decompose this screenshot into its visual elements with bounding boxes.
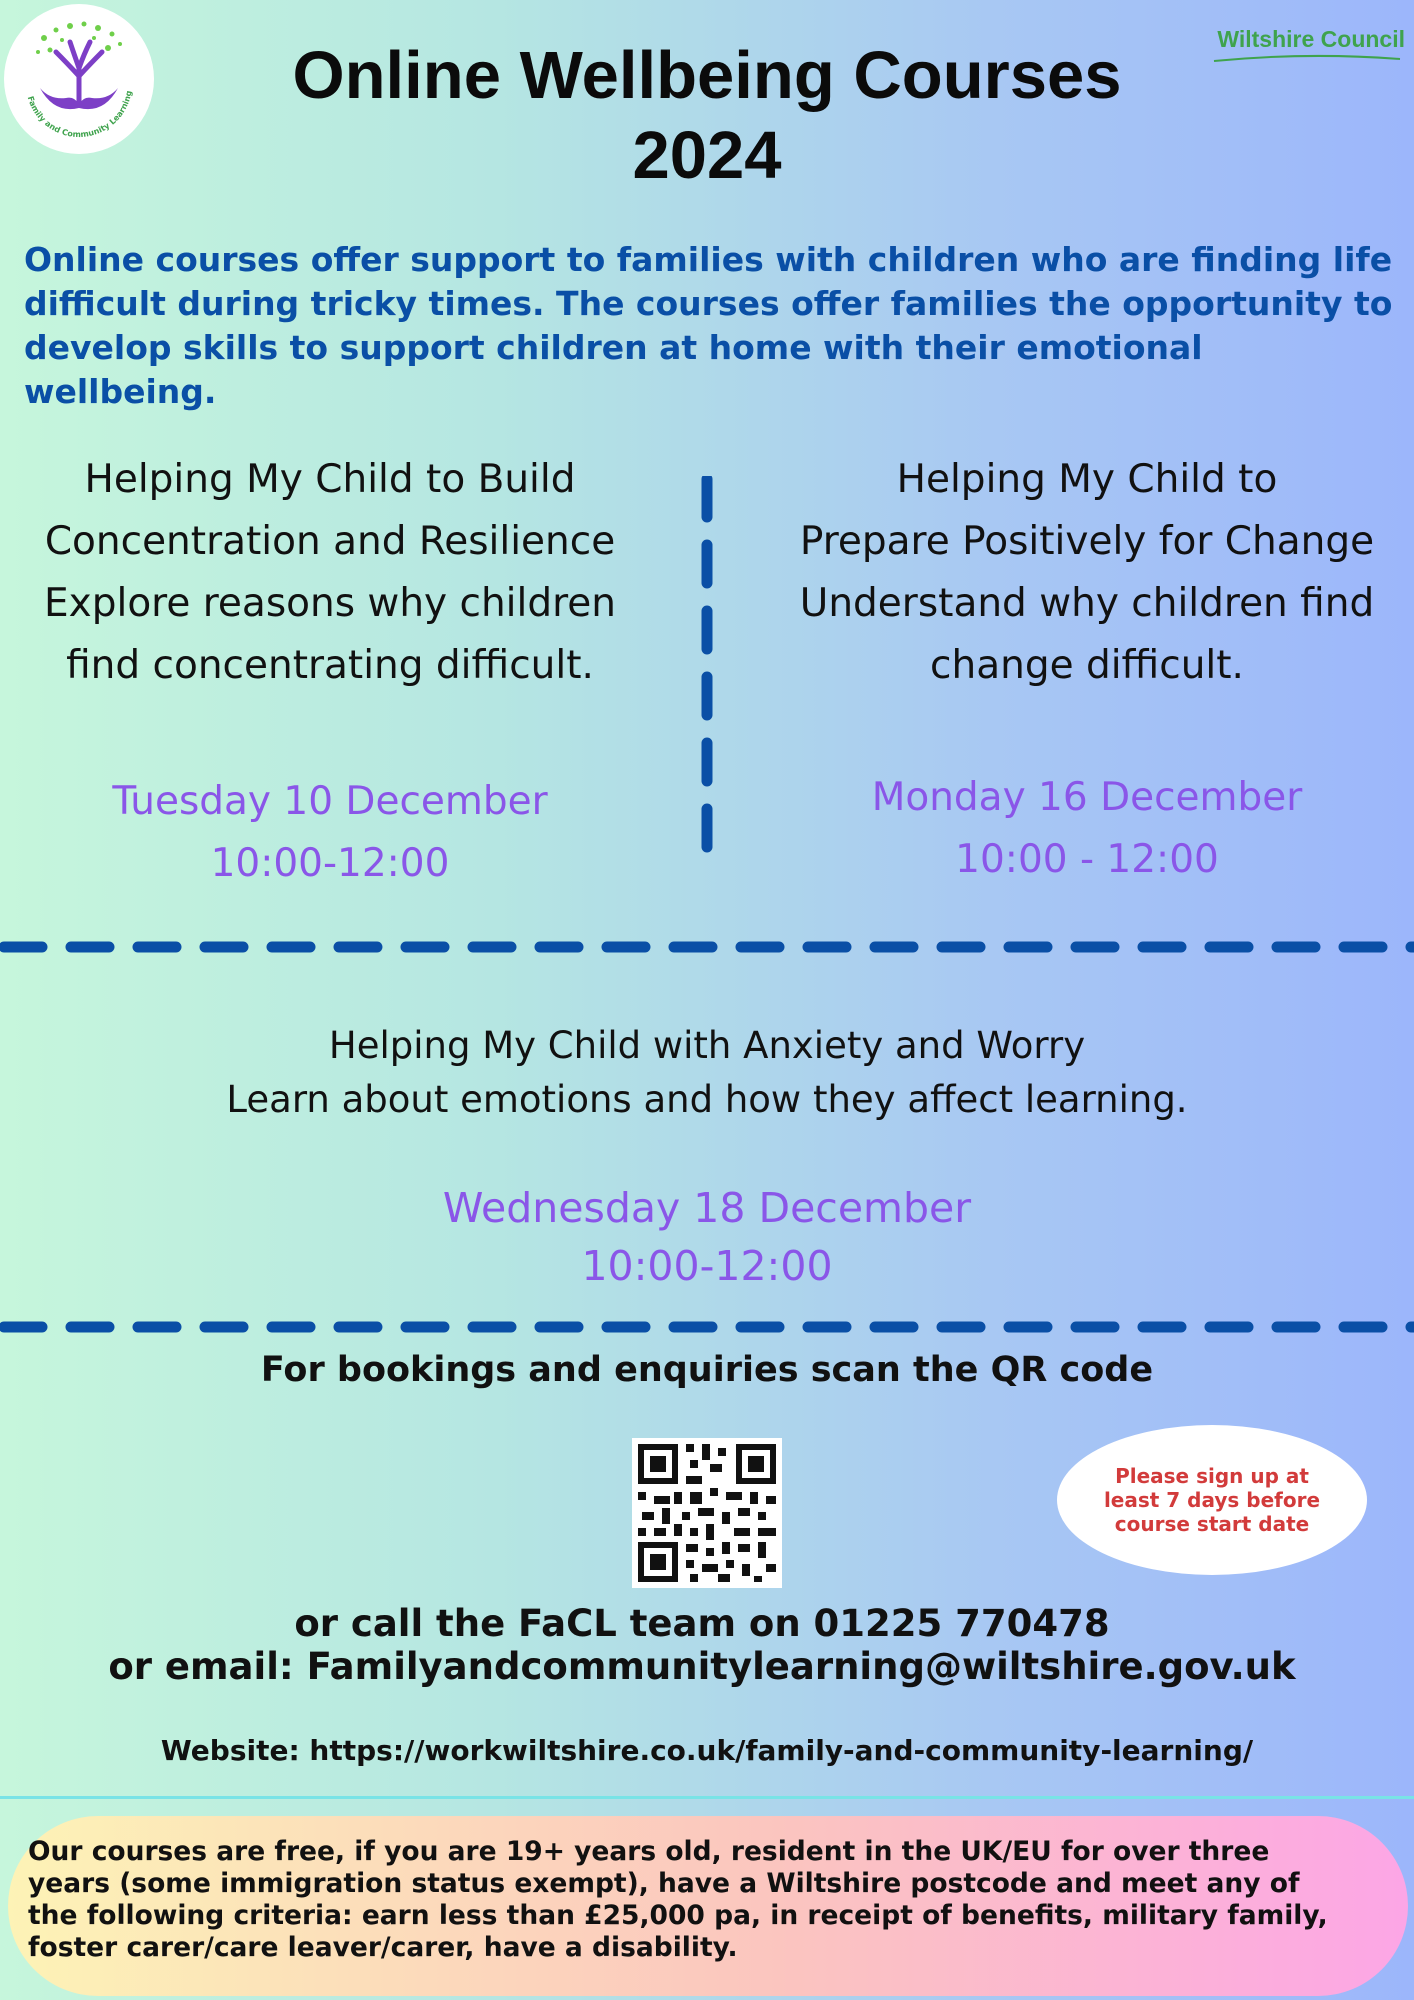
- course-title-line: Helping My Child to Build: [84, 457, 576, 502]
- course-time: 10:00-12:00: [210, 841, 450, 886]
- email-link[interactable]: or email: Familyandcommunitylearning@wiltshire.gov.uk: [108, 1645, 1296, 1688]
- family-community-learning-logo: [4, 4, 154, 154]
- bookings-heading: For bookings and enquiries scan the QR code: [260, 1350, 1154, 1390]
- title-line-1: Online Wellbeing Courses: [292, 38, 1122, 113]
- course-title-line: Concentration and Resilience: [44, 519, 616, 564]
- course-time: 10:00 - 12:00: [955, 837, 1219, 882]
- vertical-divider: [700, 476, 714, 866]
- page-title: [160, 36, 1254, 196]
- course-date: Tuesday 10 December: [112, 779, 548, 824]
- course-title-line: Prepare Positively for Change: [799, 519, 1375, 564]
- eligibility-text: Our courses are free, if you are 19+ years old, resident in the UK/EU for over three years (some immigration status exempt), have a Wiltshire postcode and meet any of the following criteria: earn less than £25,000 pa, in receipt of benefits, military family, foster carer/care leaver/carer, have a disability.: [28, 1836, 1328, 1963]
- signup-note-badge: [1057, 1425, 1367, 1575]
- council-name: Wiltshire Council: [1217, 26, 1405, 52]
- course-title-line: Helping My Child with Anxiety and Worry: [328, 1024, 1086, 1067]
- course-date: Wednesday 18 December: [442, 1184, 972, 1232]
- logo-text: Family and Community Learning: [25, 89, 134, 140]
- tree-hands-logo-icon: [4, 4, 154, 154]
- course-description-line: Learn about emotions and how they affect learning.: [226, 1078, 1188, 1121]
- course-time: 10:00-12:00: [581, 1242, 833, 1290]
- horizontal-divider: [0, 1320, 1414, 1334]
- course-description-line: Understand why children find: [799, 581, 1375, 626]
- phone-line: or call the FaCL team on 01225 770478: [294, 1602, 1110, 1645]
- eligibility-banner: [8, 1816, 1408, 1996]
- course-date: Monday 16 December: [871, 775, 1303, 820]
- course-concentration: [0, 449, 660, 895]
- course-description-line: find concentrating difficult.: [66, 643, 594, 688]
- course-anxiety: [0, 1019, 1414, 1295]
- intro-paragraph: Online courses offer support to families with children who are finding life difficult during tricky times. The courses offer families the opportunity to develop skills to support children at home with their emotional wellbeing.: [24, 240, 1393, 411]
- course-description-line: change difficult.: [930, 643, 1244, 688]
- contact-details: [0, 1602, 1404, 1688]
- horizontal-divider: [0, 940, 1414, 954]
- title-line-2: 2024: [632, 118, 782, 193]
- course-title-line: Helping My Child to: [896, 457, 1278, 502]
- signup-note-text: Please sign up at least 7 days before course start date: [1103, 1464, 1321, 1536]
- divider-line: [0, 1796, 1414, 1799]
- course-description-line: Explore reasons why children: [44, 581, 616, 626]
- website-link[interactable]: Website: https://workwiltshire.co.uk/family-and-community-learning/: [160, 1734, 1254, 1767]
- qr-code-icon: [632, 1438, 782, 1588]
- qr-code[interactable]: [632, 1438, 782, 1588]
- course-change: [760, 449, 1414, 891]
